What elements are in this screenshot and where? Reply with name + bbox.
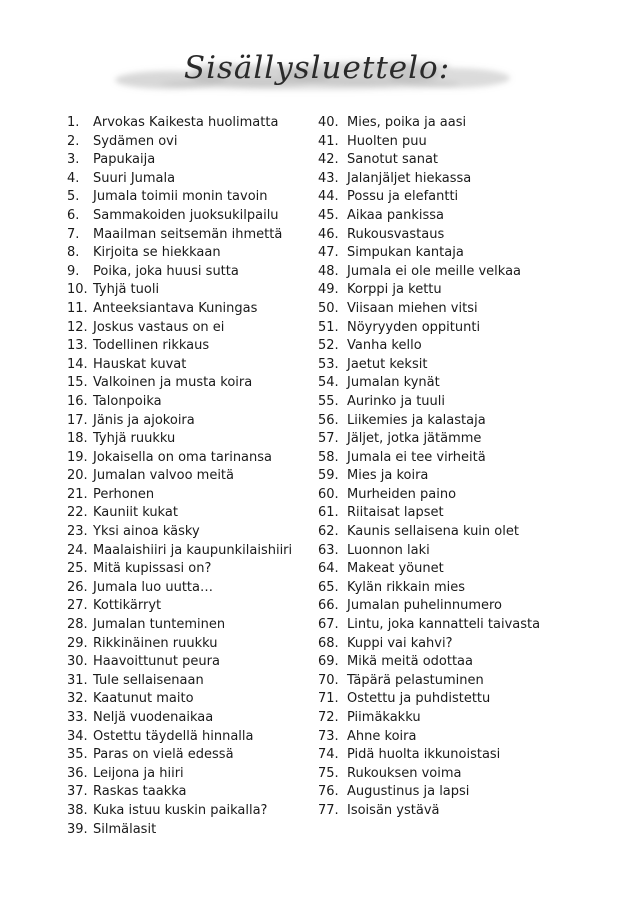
item-number: 58. [318,449,339,465]
item-title: Jokaisella on oma tarinansa [93,449,273,465]
item-title: Raskas taakka [93,784,187,800]
item-number: 5. [67,189,80,205]
item-title: Aurinko ja tuuli [347,393,445,409]
list-item [318,133,540,152]
item-title: Sammakoiden juoksukilpailu [93,207,279,223]
list-item [318,300,540,319]
item-number: 67. [318,617,339,633]
item-title: Possu ja elefantti [347,189,459,205]
item-number: 76. [318,784,339,800]
list-item [67,337,292,356]
item-title: Sydämen ovi [93,133,178,149]
item-title: Silmälasit [93,821,157,837]
item-title: Jänis ja ajokoira [93,412,195,428]
item-title: Lintu, joka kannatteli taivasta [347,617,541,633]
item-title: Anteeksiantava Kuningas [93,300,258,316]
item-title: Neljä vuodenaikaa [93,710,214,725]
item-title: Papukaija [93,152,156,168]
item-number: 31. [67,672,88,688]
item-number: 7. [67,226,80,242]
item-number: 62. [318,524,339,540]
list-item [67,709,292,728]
item-number: 16. [67,393,88,409]
title-header [110,44,524,108]
list-item [318,597,540,616]
item-title: Mitä kupissasi on? [93,561,212,577]
list-item [318,244,540,263]
list-item [318,207,540,226]
list-item [318,672,540,691]
list-item [67,133,292,152]
contents-column-left [67,114,292,839]
item-number: 61. [318,505,339,521]
item-title: Jaetut keksit [347,356,428,372]
item-title: Jumalan kynät [347,375,440,391]
item-title: Huolten puu [347,133,427,149]
list-item [67,672,292,691]
item-number: 54. [318,375,339,391]
item-title: Piimäkakku [347,710,421,725]
item-title: Kottikärryt [93,598,162,614]
item-number: 60. [318,486,339,502]
list-item [318,449,540,468]
list-item [67,244,292,263]
list-item [67,263,292,282]
list-item [318,430,540,449]
list-item [67,319,292,338]
page-title: Sisällysluettelo: [183,50,451,86]
item-number: 14. [67,356,88,372]
item-title: Sanotut sanat [347,152,439,168]
list-item [318,486,540,505]
item-number: 37. [67,784,88,800]
item-title: Tule sellaisenaan [93,672,204,688]
list-item [318,653,540,672]
item-number: 32. [67,691,88,707]
list-item [318,188,540,207]
item-number: 50. [318,300,339,316]
list-item [318,337,540,356]
list-item [318,114,540,133]
item-number: 68. [318,635,339,651]
item-number: 64. [318,561,339,577]
item-number: 15. [67,375,88,391]
item-number: 11. [67,300,88,316]
item-number: 56. [318,412,339,428]
list-item [67,504,292,523]
list-item [67,430,292,449]
item-number: 23. [67,524,88,540]
list-item [67,449,292,468]
item-title: Korppi ja kettu [347,282,442,298]
item-number: 77. [318,802,339,818]
item-number: 25. [67,561,88,577]
contents-column-right [318,114,540,821]
item-number: 57. [318,431,339,447]
item-number: 45. [318,207,339,223]
list-item [67,151,292,170]
item-title: Makeat yöunet [347,561,444,577]
list-item [318,356,540,375]
item-title: Jumala ei ole meille velkaa [347,263,522,279]
list-item [67,486,292,505]
item-number: 1. [67,115,80,130]
list-item [67,783,292,802]
list-item [67,226,292,245]
list-item [67,765,292,784]
item-title: Aikaa pankissa [347,207,444,223]
item-title: Täpärä pelastuminen [347,672,484,688]
list-item [318,319,540,338]
item-title: Jumala toimii monin tavoin [93,189,268,205]
item-title: Rukouksen voima [347,765,462,781]
list-item [67,467,292,486]
item-title: Ostettu ja puhdistettu [347,691,491,707]
item-number: 19. [67,449,88,465]
item-title: Ostettu täydellä hinnalla [93,728,254,744]
item-number: 55. [318,393,339,409]
item-title: Kylän rikkain mies [347,579,466,595]
list-item [318,635,540,654]
item-title: Todellinen rikkaus [93,338,210,354]
item-title: Mies, poika ja aasi [347,115,467,130]
list-item [67,542,292,561]
item-title: Kuka istuu kuskin paikalla? [93,802,268,818]
item-number: 53. [318,356,339,372]
item-number: 22. [67,505,88,521]
item-number: 13. [67,338,88,354]
item-number: 49. [318,282,339,298]
item-number: 24. [67,542,88,558]
item-title: Yksi ainoa käsky [93,524,200,540]
item-number: 75. [318,765,339,781]
item-number: 36. [67,765,88,781]
item-title: Arvokas Kaikesta huolimatta [93,115,279,130]
item-title: Nöyryyden oppitunti [347,319,481,335]
item-number: 69. [318,654,339,670]
item-number: 43. [318,170,339,186]
item-number: 65. [318,579,339,595]
item-title: Maalaishiiri ja kaupunkilaishiiri [93,542,293,558]
item-number: 39. [67,821,88,837]
item-number: 35. [67,747,88,763]
item-number: 10. [67,282,88,298]
item-number: 26. [67,579,88,595]
item-number: 74. [318,747,339,763]
item-title: Paras on vielä edessä [93,747,234,763]
item-number: 38. [67,802,88,818]
item-title: Jumalan tunteminen [93,617,226,633]
list-item [318,616,540,635]
item-title: Augustinus ja lapsi [347,784,470,800]
list-item [67,560,292,579]
list-item [318,226,540,245]
item-title: Jumala ei tee virheitä [347,449,486,465]
item-title: Valkoinen ja musta koira [93,375,253,391]
list-item [318,263,540,282]
item-title: Liikemies ja kalastaja [347,412,486,428]
item-title: Joskus vastaus on ei [93,319,225,335]
item-title: Murheiden paino [347,486,457,502]
item-number: 73. [318,728,339,744]
item-number: 33. [67,710,88,725]
list-item [67,690,292,709]
list-item [318,765,540,784]
list-item [67,356,292,375]
item-number: 9. [67,263,80,279]
item-title: Jumalan puhelinnumero [347,598,502,614]
item-number: 41. [318,133,339,149]
item-number: 59. [318,468,339,484]
list-item [318,151,540,170]
list-item [67,114,292,133]
item-number: 71. [318,691,339,707]
list-item [67,281,292,300]
list-item [67,170,292,189]
item-number: 18. [67,431,88,447]
item-title: Ahne koira [347,728,417,744]
list-item [318,746,540,765]
item-number: 46. [318,226,339,242]
list-item [67,393,292,412]
item-title: Perhonen [93,486,155,502]
list-item [67,635,292,654]
list-item [318,579,540,598]
list-item [67,653,292,672]
item-title: Jalanjäljet hiekassa [347,170,472,186]
list-item [318,728,540,747]
item-title: Pidä huolta ikkunoistasi [347,747,501,763]
list-item [318,281,540,300]
item-number: 52. [318,338,339,354]
item-number: 20. [67,468,88,484]
item-title: Kuppi vai kahvi? [347,635,453,651]
list-item [67,746,292,765]
list-item [318,412,540,431]
list-item [318,542,540,561]
list-item [318,690,540,709]
item-title: Luonnon laki [347,542,430,558]
list-item [318,170,540,189]
item-number: 17. [67,412,88,428]
item-title: Hauskat kuvat [93,356,187,372]
item-number: 40. [318,115,339,130]
item-number: 63. [318,542,339,558]
item-number: 66. [318,598,339,614]
list-item [67,802,292,821]
item-title: Suuri Jumala [93,170,176,186]
list-item [67,207,292,226]
item-title: Jumala luo uutta… [93,579,213,595]
item-title: Leijona ja hiiri [93,765,184,781]
list-item [318,560,540,579]
item-number: 27. [67,598,88,614]
item-title: Poika, joka huusi sutta [93,263,239,279]
item-number: 34. [67,728,88,744]
item-number: 42. [318,152,339,168]
list-item [67,579,292,598]
item-title: Kauniit kukat [93,505,178,521]
item-title: Talonpoika [93,393,162,409]
list-item [67,728,292,747]
item-number: 28. [67,617,88,633]
list-item [318,709,540,728]
item-title: Kaatunut maito [93,691,194,707]
list-item [67,821,292,840]
list-item [318,802,540,821]
item-number: 47. [318,245,339,261]
list-item [67,188,292,207]
item-title: Simpukan kantaja [347,245,464,261]
item-number: 51. [318,319,339,335]
list-item [67,523,292,542]
item-number: 72. [318,710,339,725]
list-item [318,504,540,523]
list-item [318,523,540,542]
item-title: Rukousvastaus [347,226,445,242]
list-item [67,616,292,635]
item-number: 44. [318,189,339,205]
list-item [318,783,540,802]
item-number: 4. [67,170,80,186]
item-title: Jumalan valvoo meitä [93,468,234,484]
list-item [67,412,292,431]
item-number: 8. [67,245,80,261]
item-title: Kaunis sellaisena kuin olet [347,524,519,540]
item-title: Rikkinäinen ruukku [93,635,218,651]
list-item [318,393,540,412]
item-title: Riitaisat lapset [347,505,444,521]
item-number: 3. [67,152,80,168]
item-number: 30. [67,654,88,670]
item-number: 21. [67,486,88,502]
item-title: Viisaan miehen vitsi [347,300,478,316]
item-title: Maailman seitsemän ihmettä [93,226,283,242]
item-title: Vanha kello [347,338,422,354]
item-title: Haavoittunut peura [93,654,220,670]
item-number: 12. [67,319,88,335]
list-item [67,374,292,393]
list-item [67,597,292,616]
item-number: 6. [67,207,80,223]
list-item [318,467,540,486]
item-title: Tyhjä ruukku [93,431,176,447]
item-title: Jäljet, jotka jätämme [347,431,482,447]
item-title: Mies ja koira [347,468,429,484]
item-title: Kirjoita se hiekkaan [93,245,221,261]
item-title: Mikä meitä odottaa [347,654,473,670]
item-number: 29. [67,635,88,651]
list-item [67,300,292,319]
item-number: 48. [318,263,339,279]
item-title: Tyhjä tuoli [93,282,160,298]
item-title: Isoisän ystävä [347,802,440,818]
item-number: 70. [318,672,339,688]
item-number: 2. [67,133,80,149]
list-item [318,374,540,393]
